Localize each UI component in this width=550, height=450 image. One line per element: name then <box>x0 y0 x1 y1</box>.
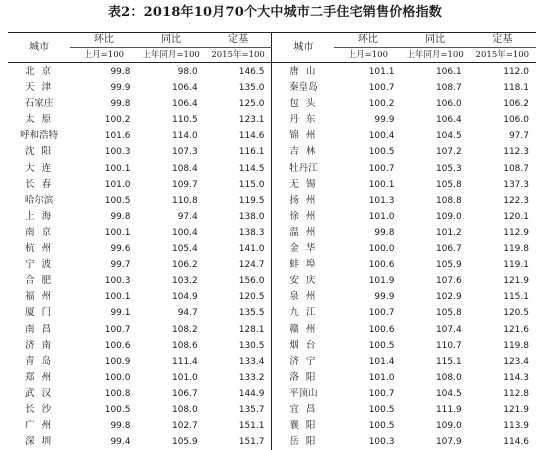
base-index-cell: 112.9 <box>469 225 536 241</box>
table-row <box>8 322 536 338</box>
base-index-cell: 138.0 <box>205 209 272 225</box>
mom-base-label: 上月=100 <box>70 48 137 63</box>
base-index-cell: 121.9 <box>469 402 536 418</box>
yoy-index-cell: 115.1 <box>401 354 468 370</box>
yoy-index-cell: 104.9 <box>137 289 204 305</box>
base-index-cell: 118.1 <box>469 80 536 96</box>
mom-index-cell: 99.8 <box>70 418 137 434</box>
city-cell: 青 岛 <box>8 354 70 370</box>
yoy-index-cell: 105.8 <box>401 305 468 321</box>
base-index-cell: 133.4 <box>205 354 272 370</box>
mom-index-cell: 100.3 <box>70 144 137 160</box>
yoy-index-cell: 107.4 <box>401 322 468 338</box>
base-index-cell: 119.1 <box>469 257 536 273</box>
mom-index-cell: 101.1 <box>334 63 401 81</box>
yoy-index-cell: 98.0 <box>137 63 204 81</box>
city-cell: 唐 山 <box>272 63 334 81</box>
yoy-index-cell: 105.9 <box>137 434 204 450</box>
base-index-cell: 151.1 <box>205 418 272 434</box>
table-row <box>8 241 536 257</box>
base-index-cell: 114.3 <box>469 370 536 386</box>
mom-index-cell: 101.0 <box>334 370 401 386</box>
mom-index-cell: 100.1 <box>70 289 137 305</box>
yoy-index-cell: 108.4 <box>137 161 204 177</box>
city-cell: 宜 昌 <box>272 402 334 418</box>
yoy-base-label: 上年同月=100 <box>137 48 204 63</box>
base-index-cell: 135.0 <box>205 80 272 96</box>
mom-index-cell: 100.5 <box>70 193 137 209</box>
base-index-cell: 108.7 <box>469 161 536 177</box>
city-cell: 上 海 <box>8 209 70 225</box>
base-index-cell: 106.2 <box>469 96 536 112</box>
city-cell: 哈尔滨 <box>8 193 70 209</box>
mom-index-cell: 100.6 <box>70 338 137 354</box>
base-index-cell: 120.5 <box>205 289 272 305</box>
city-cell: 长 春 <box>8 177 70 193</box>
mom-index-cell: 99.6 <box>70 241 137 257</box>
city-cell: 长 沙 <box>8 402 70 418</box>
yoy-index-cell: 101.2 <box>401 225 468 241</box>
yoy-index-cell: 102.7 <box>137 418 204 434</box>
base-index-cell: 115.0 <box>205 177 272 193</box>
city-cell: 扬 州 <box>272 193 334 209</box>
city-cell: 济 南 <box>8 338 70 354</box>
mom-index-cell: 100.6 <box>334 322 401 338</box>
base-index-cell: 120.1 <box>469 209 536 225</box>
city-cell: 襄 阳 <box>272 418 334 434</box>
city-cell: 丹 东 <box>272 112 334 128</box>
mom-group-header: 环比 <box>334 33 401 48</box>
mom-index-cell: 100.9 <box>70 354 137 370</box>
mom-index-cell: 100.2 <box>70 112 137 128</box>
table-row <box>8 338 536 354</box>
yoy-base-label: 上年同月=100 <box>401 48 468 63</box>
yoy-index-cell: 108.6 <box>137 338 204 354</box>
base-index-cell: 151.7 <box>205 434 272 450</box>
yoy-index-cell: 108.0 <box>401 370 468 386</box>
mom-index-cell: 99.9 <box>334 289 401 305</box>
city-cell: 郑 州 <box>8 370 70 386</box>
yoy-index-cell: 108.2 <box>137 322 204 338</box>
mom-index-cell: 100.8 <box>70 386 137 402</box>
table-row <box>8 225 536 241</box>
table-row <box>8 177 536 193</box>
table-row <box>8 289 536 305</box>
table-row <box>8 354 536 370</box>
base-index-cell: 135.7 <box>205 402 272 418</box>
yoy-index-cell: 109.0 <box>401 209 468 225</box>
city-cell: 泉 州 <box>272 289 334 305</box>
base-index-cell: 123.1 <box>205 112 272 128</box>
yoy-index-cell: 104.5 <box>401 386 468 402</box>
yoy-index-cell: 108.0 <box>137 402 204 418</box>
city-cell: 济 宁 <box>272 354 334 370</box>
yoy-index-cell: 97.4 <box>137 209 204 225</box>
mom-index-cell: 100.7 <box>334 80 401 96</box>
city-cell: 赣 州 <box>272 322 334 338</box>
table-row <box>8 402 536 418</box>
city-cell: 秦皇岛 <box>272 80 334 96</box>
yoy-index-cell: 105.9 <box>401 257 468 273</box>
yoy-index-cell: 106.1 <box>401 63 468 81</box>
yoy-index-cell: 110.5 <box>137 112 204 128</box>
base-index-cell: 125.0 <box>205 96 272 112</box>
city-cell: 金 华 <box>272 241 334 257</box>
city-cell: 石家庄 <box>8 96 70 112</box>
mom-index-cell: 100.5 <box>334 418 401 434</box>
table-row <box>8 128 536 144</box>
city-cell: 安 庆 <box>272 273 334 289</box>
city-cell: 南 昌 <box>8 322 70 338</box>
yoy-index-cell: 108.7 <box>401 80 468 96</box>
mom-index-cell: 100.6 <box>334 257 401 273</box>
mom-index-cell: 101.0 <box>70 177 137 193</box>
base-index-cell: 128.1 <box>205 322 272 338</box>
base-index-cell: 137.3 <box>469 177 536 193</box>
yoy-index-cell: 107.2 <box>401 144 468 160</box>
base-index-cell: 121.9 <box>469 273 536 289</box>
mom-index-cell: 99.1 <box>70 305 137 321</box>
base-index-cell: 135.5 <box>205 305 272 321</box>
city-cell: 武 汉 <box>8 386 70 402</box>
base-index-cell: 112.0 <box>469 63 536 81</box>
base-index-cell: 106.0 <box>469 112 536 128</box>
city-cell: 大 连 <box>8 161 70 177</box>
city-cell: 南 京 <box>8 225 70 241</box>
city-cell: 徐 州 <box>272 209 334 225</box>
base-index-cell: 112.3 <box>469 144 536 160</box>
city-cell: 沈 阳 <box>8 144 70 160</box>
yoy-index-cell: 106.2 <box>137 257 204 273</box>
price-index-table <box>8 32 536 432</box>
base-index-cell: 156.0 <box>205 273 272 289</box>
yoy-index-cell: 105.3 <box>401 161 468 177</box>
yoy-index-cell: 104.5 <box>401 128 468 144</box>
yoy-index-cell: 111.4 <box>137 354 204 370</box>
yoy-index-cell: 106.0 <box>401 96 468 112</box>
city-cell: 包 头 <box>272 96 334 112</box>
base-index-cell: 114.6 <box>205 128 272 144</box>
mom-index-cell: 100.0 <box>70 370 137 386</box>
table-row <box>8 305 536 321</box>
mom-index-cell: 100.7 <box>334 386 401 402</box>
city-cell: 呼和浩特 <box>8 128 70 144</box>
table-title: 表2：2018年10月70个大中城市二手住宅销售价格指数 <box>0 0 550 30</box>
city-cell: 北 京 <box>8 63 70 81</box>
base-index-cell: 133.2 <box>205 370 272 386</box>
mom-index-cell: 99.9 <box>70 80 137 96</box>
city-cell: 合 肥 <box>8 273 70 289</box>
mom-index-cell: 101.9 <box>334 273 401 289</box>
yoy-index-cell: 100.4 <box>137 225 204 241</box>
table-row <box>8 273 536 289</box>
mom-index-cell: 100.5 <box>334 402 401 418</box>
city-cell: 杭 州 <box>8 241 70 257</box>
mom-index-cell: 99.8 <box>70 209 137 225</box>
table-header <box>8 33 536 63</box>
fixed-base-label: 2015年=100 <box>469 48 536 63</box>
mom-index-cell: 100.3 <box>334 434 401 450</box>
mom-index-cell: 100.7 <box>334 161 401 177</box>
base-index-cell: 114.5 <box>205 161 272 177</box>
yoy-index-cell: 101.0 <box>137 370 204 386</box>
yoy-index-cell: 107.3 <box>137 144 204 160</box>
yoy-index-cell: 103.2 <box>137 273 204 289</box>
yoy-index-cell: 106.7 <box>137 386 204 402</box>
base-index-cell: 114.6 <box>469 434 536 450</box>
yoy-group-header: 同比 <box>401 33 468 48</box>
city-cell: 太 原 <box>8 112 70 128</box>
yoy-index-cell: 110.7 <box>401 338 468 354</box>
mom-index-cell: 100.5 <box>334 144 401 160</box>
yoy-index-cell: 111.9 <box>401 402 468 418</box>
city-cell: 厦 门 <box>8 305 70 321</box>
base-index-cell: 130.5 <box>205 338 272 354</box>
fixed-base-label: 2015年=100 <box>205 48 272 63</box>
base-index-cell: 97.7 <box>469 128 536 144</box>
city-cell: 无 锡 <box>272 177 334 193</box>
yoy-index-cell: 106.4 <box>137 96 204 112</box>
base-index-cell: 112.8 <box>469 386 536 402</box>
city-cell: 天 津 <box>8 80 70 96</box>
base-group-header: 定基 <box>205 33 272 48</box>
base-index-cell: 146.5 <box>205 63 272 81</box>
city-cell: 宁 波 <box>8 257 70 273</box>
city-cell: 锦 州 <box>272 128 334 144</box>
city-cell: 深 圳 <box>8 434 70 450</box>
index-table <box>8 32 536 450</box>
table-row <box>8 370 536 386</box>
mom-index-cell: 100.5 <box>334 338 401 354</box>
mom-index-cell: 99.8 <box>334 225 401 241</box>
base-index-cell: 122.3 <box>469 193 536 209</box>
mom-index-cell: 100.1 <box>70 161 137 177</box>
mom-index-cell: 100.3 <box>70 273 137 289</box>
yoy-index-cell: 106.4 <box>137 80 204 96</box>
yoy-index-cell: 109.0 <box>401 418 468 434</box>
city-column-header: 城市 <box>272 33 334 63</box>
base-index-cell: 138.3 <box>205 225 272 241</box>
mom-index-cell: 99.7 <box>70 257 137 273</box>
mom-index-cell: 99.8 <box>70 63 137 81</box>
base-index-cell: 144.9 <box>205 386 272 402</box>
table-row <box>8 161 536 177</box>
city-cell: 烟 台 <box>272 338 334 354</box>
mom-index-cell: 101.0 <box>334 209 401 225</box>
yoy-index-cell: 106.7 <box>401 241 468 257</box>
table-row <box>8 193 536 209</box>
mom-index-cell: 100.7 <box>70 322 137 338</box>
city-cell: 广 州 <box>8 418 70 434</box>
city-cell: 洛 阳 <box>272 370 334 386</box>
table-row <box>8 80 536 96</box>
yoy-index-cell: 105.4 <box>137 241 204 257</box>
mom-index-cell: 100.0 <box>334 241 401 257</box>
table-row <box>8 112 536 128</box>
mom-base-label: 上月=100 <box>334 48 401 63</box>
city-cell: 岳 阳 <box>272 434 334 450</box>
yoy-index-cell: 94.7 <box>137 305 204 321</box>
yoy-index-cell: 105.8 <box>401 177 468 193</box>
yoy-index-cell: 109.7 <box>137 177 204 193</box>
base-index-cell: 121.6 <box>469 322 536 338</box>
mom-index-cell: 100.4 <box>334 128 401 144</box>
yoy-index-cell: 106.4 <box>401 112 468 128</box>
table-row <box>8 63 536 81</box>
city-cell: 温 州 <box>272 225 334 241</box>
base-group-header: 定基 <box>469 33 536 48</box>
city-column-header: 城市 <box>8 33 70 63</box>
base-index-cell: 141.0 <box>205 241 272 257</box>
mom-index-cell: 101.3 <box>334 193 401 209</box>
base-index-cell: 124.7 <box>205 257 272 273</box>
table-row <box>8 418 536 434</box>
base-index-cell: 116.1 <box>205 144 272 160</box>
city-cell: 牡丹江 <box>272 161 334 177</box>
mom-index-cell: 100.1 <box>70 225 137 241</box>
yoy-index-cell: 108.8 <box>401 193 468 209</box>
mom-group-header: 环比 <box>70 33 137 48</box>
mom-index-cell: 100.2 <box>334 96 401 112</box>
city-cell: 福 州 <box>8 289 70 305</box>
table-row <box>8 96 536 112</box>
base-index-cell: 113.9 <box>469 418 536 434</box>
yoy-index-cell: 107.6 <box>401 273 468 289</box>
mom-index-cell: 100.5 <box>70 402 137 418</box>
table-row <box>8 257 536 273</box>
base-index-cell: 119.8 <box>469 338 536 354</box>
table-body <box>8 63 536 450</box>
mom-index-cell: 101.6 <box>70 128 137 144</box>
city-cell: 九 江 <box>272 305 334 321</box>
base-index-cell: 115.1 <box>469 289 536 305</box>
table-row <box>8 209 536 225</box>
table-row <box>8 144 536 160</box>
yoy-index-cell: 114.0 <box>137 128 204 144</box>
city-cell: 蚌 埠 <box>272 257 334 273</box>
yoy-index-cell: 102.9 <box>401 289 468 305</box>
mom-index-cell: 99.8 <box>70 96 137 112</box>
city-cell: 吉 林 <box>272 144 334 160</box>
base-index-cell: 119.8 <box>469 241 536 257</box>
table-row <box>8 386 536 402</box>
mom-index-cell: 100.1 <box>334 177 401 193</box>
mom-index-cell: 99.9 <box>334 112 401 128</box>
mom-index-cell: 100.7 <box>334 305 401 321</box>
yoy-index-cell: 107.9 <box>401 434 468 450</box>
yoy-group-header: 同比 <box>137 33 204 48</box>
table-row <box>8 434 536 450</box>
mom-index-cell: 101.4 <box>334 354 401 370</box>
city-cell: 平顶山 <box>272 386 334 402</box>
base-index-cell: 120.5 <box>469 305 536 321</box>
mom-index-cell: 99.4 <box>70 434 137 450</box>
yoy-index-cell: 110.8 <box>137 193 204 209</box>
base-index-cell: 119.5 <box>205 193 272 209</box>
base-index-cell: 123.4 <box>469 354 536 370</box>
